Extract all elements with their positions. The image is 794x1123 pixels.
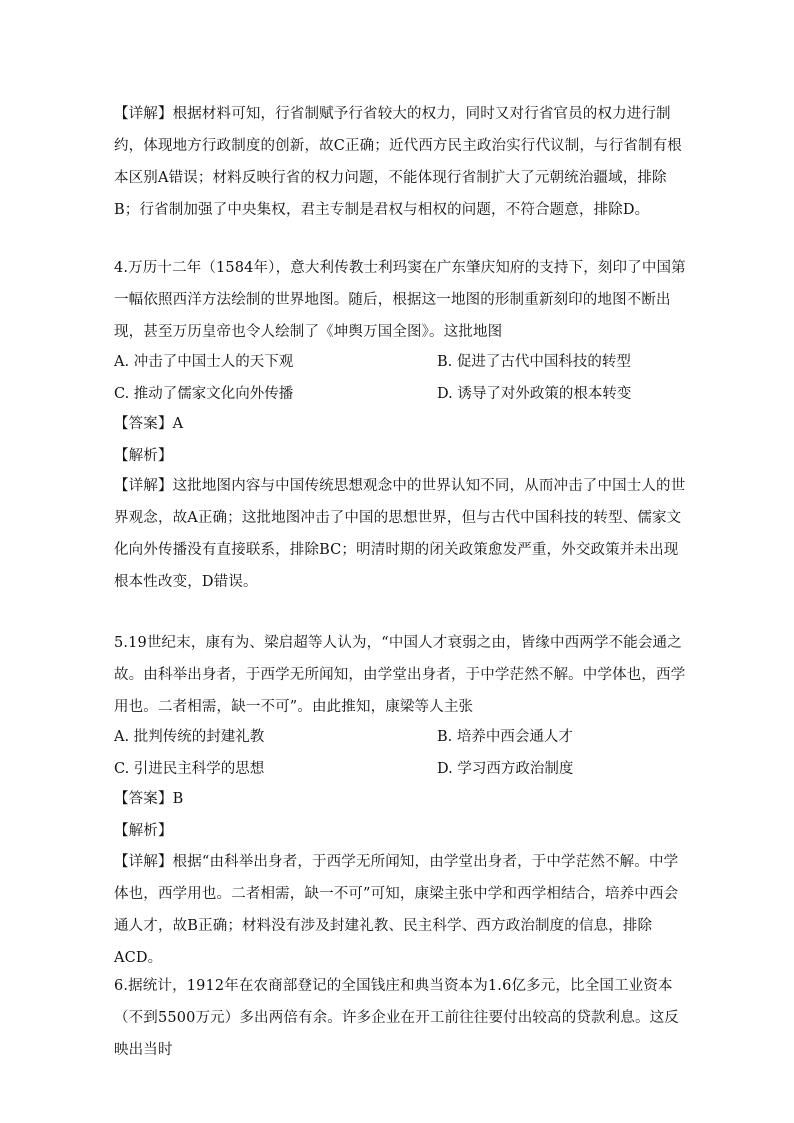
q5-explanation: 【详解】根据“由科举出身者，于西学无所闻知，由学堂出身者，于中学茫然不解。中学体也，西学用也。二者相需，缺一不可”可知，康梁主张中学和西学相结合，培养中西会通人才，故B正确；材料没有涉及封建礼教、民主科学、西方政治制度的信息，排除ACD。 — [114, 854, 679, 966]
q5-stem: 5.19世纪末，康有为、梁启超等人认为，“中国人才衰弱之由，皆缘中西两学不能会通之故。由科举出身者，于西学无所闻知，由学堂出身者，于中学茫然不解。中学体也，西学用也。二者相需，缺一不可”。由此推知，康梁等人主张 — [114, 635, 686, 715]
q5-option-d: D. 学习西方政治制度 — [437, 761, 574, 777]
q3-explanation: 【详解】根据材料可知，行省制赋予行省较大的权力，同时又对行省官员的权力进行制约，体现地方行政制度的创新，故C正确；近代西方民主政治实行代议制，与行省制有根本区别A错误；材料反映行省的权力问题，不能体现行省制扩大了元朝统治疆域，排除B；行省制加强了中央集权，君主专制是君权与相权的问题，不符合题意，排除D。 — [114, 106, 682, 218]
q5-options-row-1 — [114, 728, 694, 746]
q4-options-row-1 — [114, 353, 694, 371]
q4-answer: 【答案】A — [114, 416, 184, 432]
q5-option-b: B. 培养中西会通人才 — [437, 729, 573, 745]
q5-analysis-label: 【解析】 — [114, 823, 173, 839]
q5-option-a: A. 批判传统的封建礼教 — [114, 729, 265, 745]
q4-option-b: B. 促进了古代中国科技的转型 — [437, 354, 631, 370]
q4-option-c: C. 推动了儒家文化向外传播 — [114, 386, 294, 402]
q5-options-row-2 — [114, 760, 694, 778]
q4-analysis-label: 【解析】 — [114, 448, 173, 464]
q4-explanation: 【详解】这批地图内容与中国传统思想观念中的世界认知不同，从而冲击了中国士人的世界观念，故A正确；这批地图冲击了中国的思想世界，但与古代中国科技的转型、儒家文化向外传播没有直接联系，排除BC；明清时期的闭关政策愈发严重，外交政策并未出现根本性改变，D错误。 — [114, 478, 686, 590]
q5-option-c: C. 引进民主科学的思想 — [114, 761, 265, 777]
q4-stem: 4.万历十二年（1584年），意大利传教士利玛窦在广东肇庆知府的支持下，刻印了中国第一幅依照西洋方法绘制的世界地图。随后，根据这一地图的形制重新刻印的地图不断出现，甚至万历皇帝也令人绘制了《坤舆万国全图》。这批地图 — [114, 260, 686, 340]
q4-option-d: D. 诱导了对外政策的根本转变 — [437, 386, 632, 402]
q4-option-a: A. 冲击了中国士人的天下观 — [114, 354, 294, 370]
q4-options-row-2 — [114, 385, 694, 403]
q5-answer: 【答案】B — [114, 791, 184, 807]
q6-stem: 6.据统计，1912年在农商部登记的全国钱庄和典当资本为1.6亿多元，比全国工业资本（不到5500万元）多出两倍有余。许多企业在开工前往往要付出较高的贷款利息。这反映出当时 — [114, 978, 679, 1058]
